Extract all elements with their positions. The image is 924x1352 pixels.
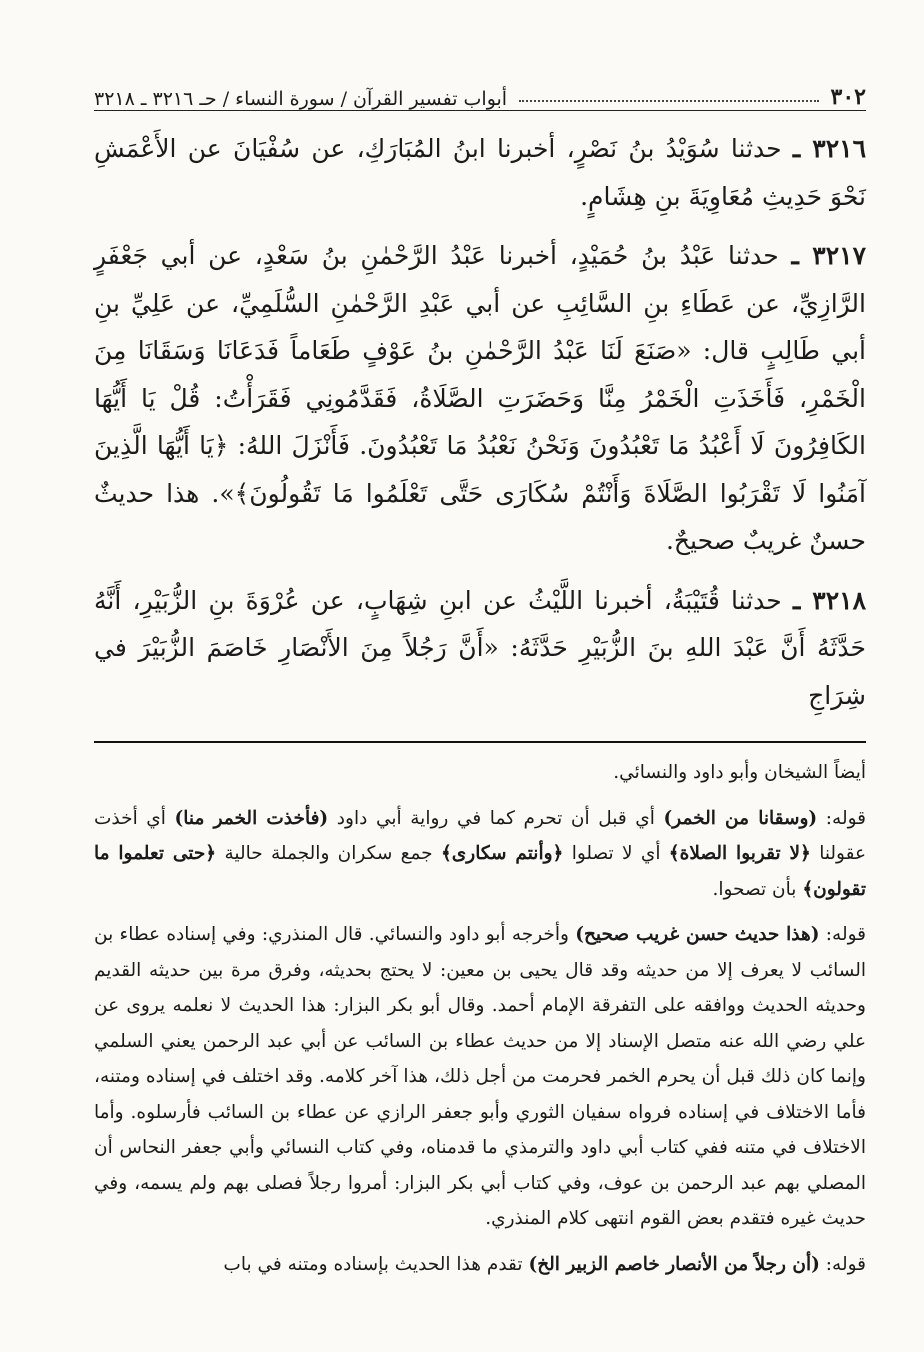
note-text: أي أخذت عقولنا — [94, 807, 866, 864]
hadith-number: ٣٢١٦ ـ — [792, 134, 866, 163]
note-quote: (فأخذت الخمر منا) — [174, 807, 329, 829]
running-title: أبواب تفسير القرآن / سورة النساء / حـ ٣٢١٦ ـ ٣٢١٨ — [94, 88, 508, 110]
note-quote: ﴿وأنتم سكارى﴾ — [440, 843, 564, 864]
note-quote: (هذا حديث حسن غريب صحيح) — [575, 924, 820, 945]
hadith-text: حدثنا قُتَيْبَةُ، أخبرنا اللَّيْثُ عن ابنِ شِهَابٍ، عن عُرْوَةَ بنِ الزُّبَيْرِ، أَنَّهُ حَدَّثَهُ أَنَّ عَبْدَ اللهِ بنَ الزُّبَيْرِ حَدَّثَهُ: «أَنَّ رَجُلاً مِنَ الأَنْصَارِ خَاصَمَ الزُّبَيْرَ في شِرَاجِ — [94, 585, 866, 710]
hadith-3216 — [94, 125, 866, 220]
note-text: أي لا تصلوا — [571, 843, 661, 864]
note-text: أي قبل أن تحرم كما في رواية أبي داود — [336, 807, 655, 829]
commentary-intro: أيضاً الشيخان وأبو داود والنسائي. — [613, 762, 866, 783]
note-text: جمع سكران والجملة حالية — [224, 843, 433, 864]
note-lead: قوله: — [825, 924, 866, 945]
note-text: وأخرجه أبو داود والنسائي. قال المنذري: وفي إسناده عطاء بن السائب لا يعرف إلا من حديثه وقد قال يحيى بن معين: لا يحتج بحديثه، وفرق مرة بين حديثه القديم وحديثه الحديث ووافقه على التفرقة الإمام أحمد. وقال أبو بكر البزار: هذا الحديث لا نعلمه يروى عن علي رضي الله عنه متصل الإسناد إلا من حديث عطاء بن السائب عن أبي عبد الرحمن يعني السلمي وإنما كان ذلك قبل أن يحرم الخمر فحرمت من أجل ذلك، هذا آخر كلامه. وقد اختلف في إسناده ومتنه، فأما الاختلاف في إسناده فرواه سفيان الثوري وأبو جعفر الرازي عن عطاء بن السائب فأرسلوه. وأما الاختلاف في متنه ففي كتاب أبي داود والترمذي ما قدمناه، وفي كتاب النسائي وأبي جعفر النحاس أن المصلي بهم عبد الرحمن بن عوف، وفي كتاب أبي بكر البزار: أمروا رجلاً فصلى بهم ولم يسمه، وفي حديث غيره فتقدم بعض القوم انتهى كلام المنذري. — [94, 924, 866, 1229]
main-text — [94, 125, 866, 719]
note-quote: (وسقانا من الخمر) — [663, 807, 818, 829]
commentary-note-1 — [94, 801, 866, 908]
hadith-number: ٣٢١٨ ـ — [792, 585, 866, 615]
commentary-note-3 — [94, 1247, 866, 1283]
note-quote: (أن رجلاً من الأنصار خاصم الزبير الخ) — [528, 1253, 820, 1275]
page-number: ٣٠٢ — [830, 84, 866, 110]
running-header — [94, 70, 866, 111]
footnote-divider — [94, 741, 866, 743]
note-quote: ﴿حتى تعلموا ما تقولون﴾ — [94, 843, 866, 900]
commentary-note-2 — [94, 917, 866, 1237]
note-text: تقدم هذا الحديث بإسناده ومتنه في باب — [223, 1253, 523, 1275]
note-lead: قوله: — [825, 807, 866, 829]
hadith-number: ٣٢١٧ ـ — [791, 241, 866, 270]
commentary — [94, 755, 866, 1282]
header-dot-leader — [519, 100, 818, 102]
note-text: بأن تصحوا. — [712, 878, 797, 900]
hadith-text: حدثنا عَبْدُ بنُ حُمَيْدٍ، أخبرنا عَبْدُ الرَّحْمٰنِ بنُ سَعْدٍ، عن أبي جَعْفَرٍ الرَّازِيِّ، عن عَطَاءِ بنِ السَّائِبِ عن أبي عَبْدِ الرَّحْمٰنِ السُّلَمِيِّ، عن عَلِيِّ بنِ أبي طَالِبٍ قال: «صَنَعَ لَنَا عَبْدُ الرَّحْمٰنِ بنُ عَوْفٍ طَعَاماً فَدَعَانَا وَسَقَانَا مِنَ الْخَمْرِ، فَأَخَذَتِ الْخَمْرُ مِنَّا وَحَضَرَتِ الصَّلَاةُ، فَقَدَّمُونِي فَقَرَأْتُ: قُلْ يَا أَيُّهَا الكَافِرُونَ لَا أَعْبُدُ مَا تَعْبُدُونَ وَنَحْنُ نَعْبُدُ مَا تَعْبُدُونَ. فَأَنْزَلَ اللهُ: ﴿يَا أَيُّهَا الَّذِينَ آمَنُوا لَا تَقْرَبُوا الصَّلَاةَ وَأَنْتُمْ سُكَارَى حَتَّى تَعْلَمُوا مَا تَقُولُونَ﴾». هذا حديثٌ حسنٌ غريبٌ صحيحٌ. — [94, 241, 866, 555]
hadith-3217 — [94, 232, 866, 565]
note-lead: قوله: — [825, 1253, 866, 1275]
hadith-text: حدثنا سُوَيْدُ بنُ نَصْرٍ، أخبرنا ابنُ المُبَارَكِ، عن سُفْيَانَ عن الأَعْمَشِ نَحْوَ حَدِيثِ مُعَاوِيَةَ بنِ هِشَامٍ. — [94, 134, 866, 211]
note-quote: ﴿لا تقربوا الصلاة﴾ — [668, 843, 811, 864]
page — [94, 70, 866, 1292]
hadith-3218 — [94, 577, 866, 720]
